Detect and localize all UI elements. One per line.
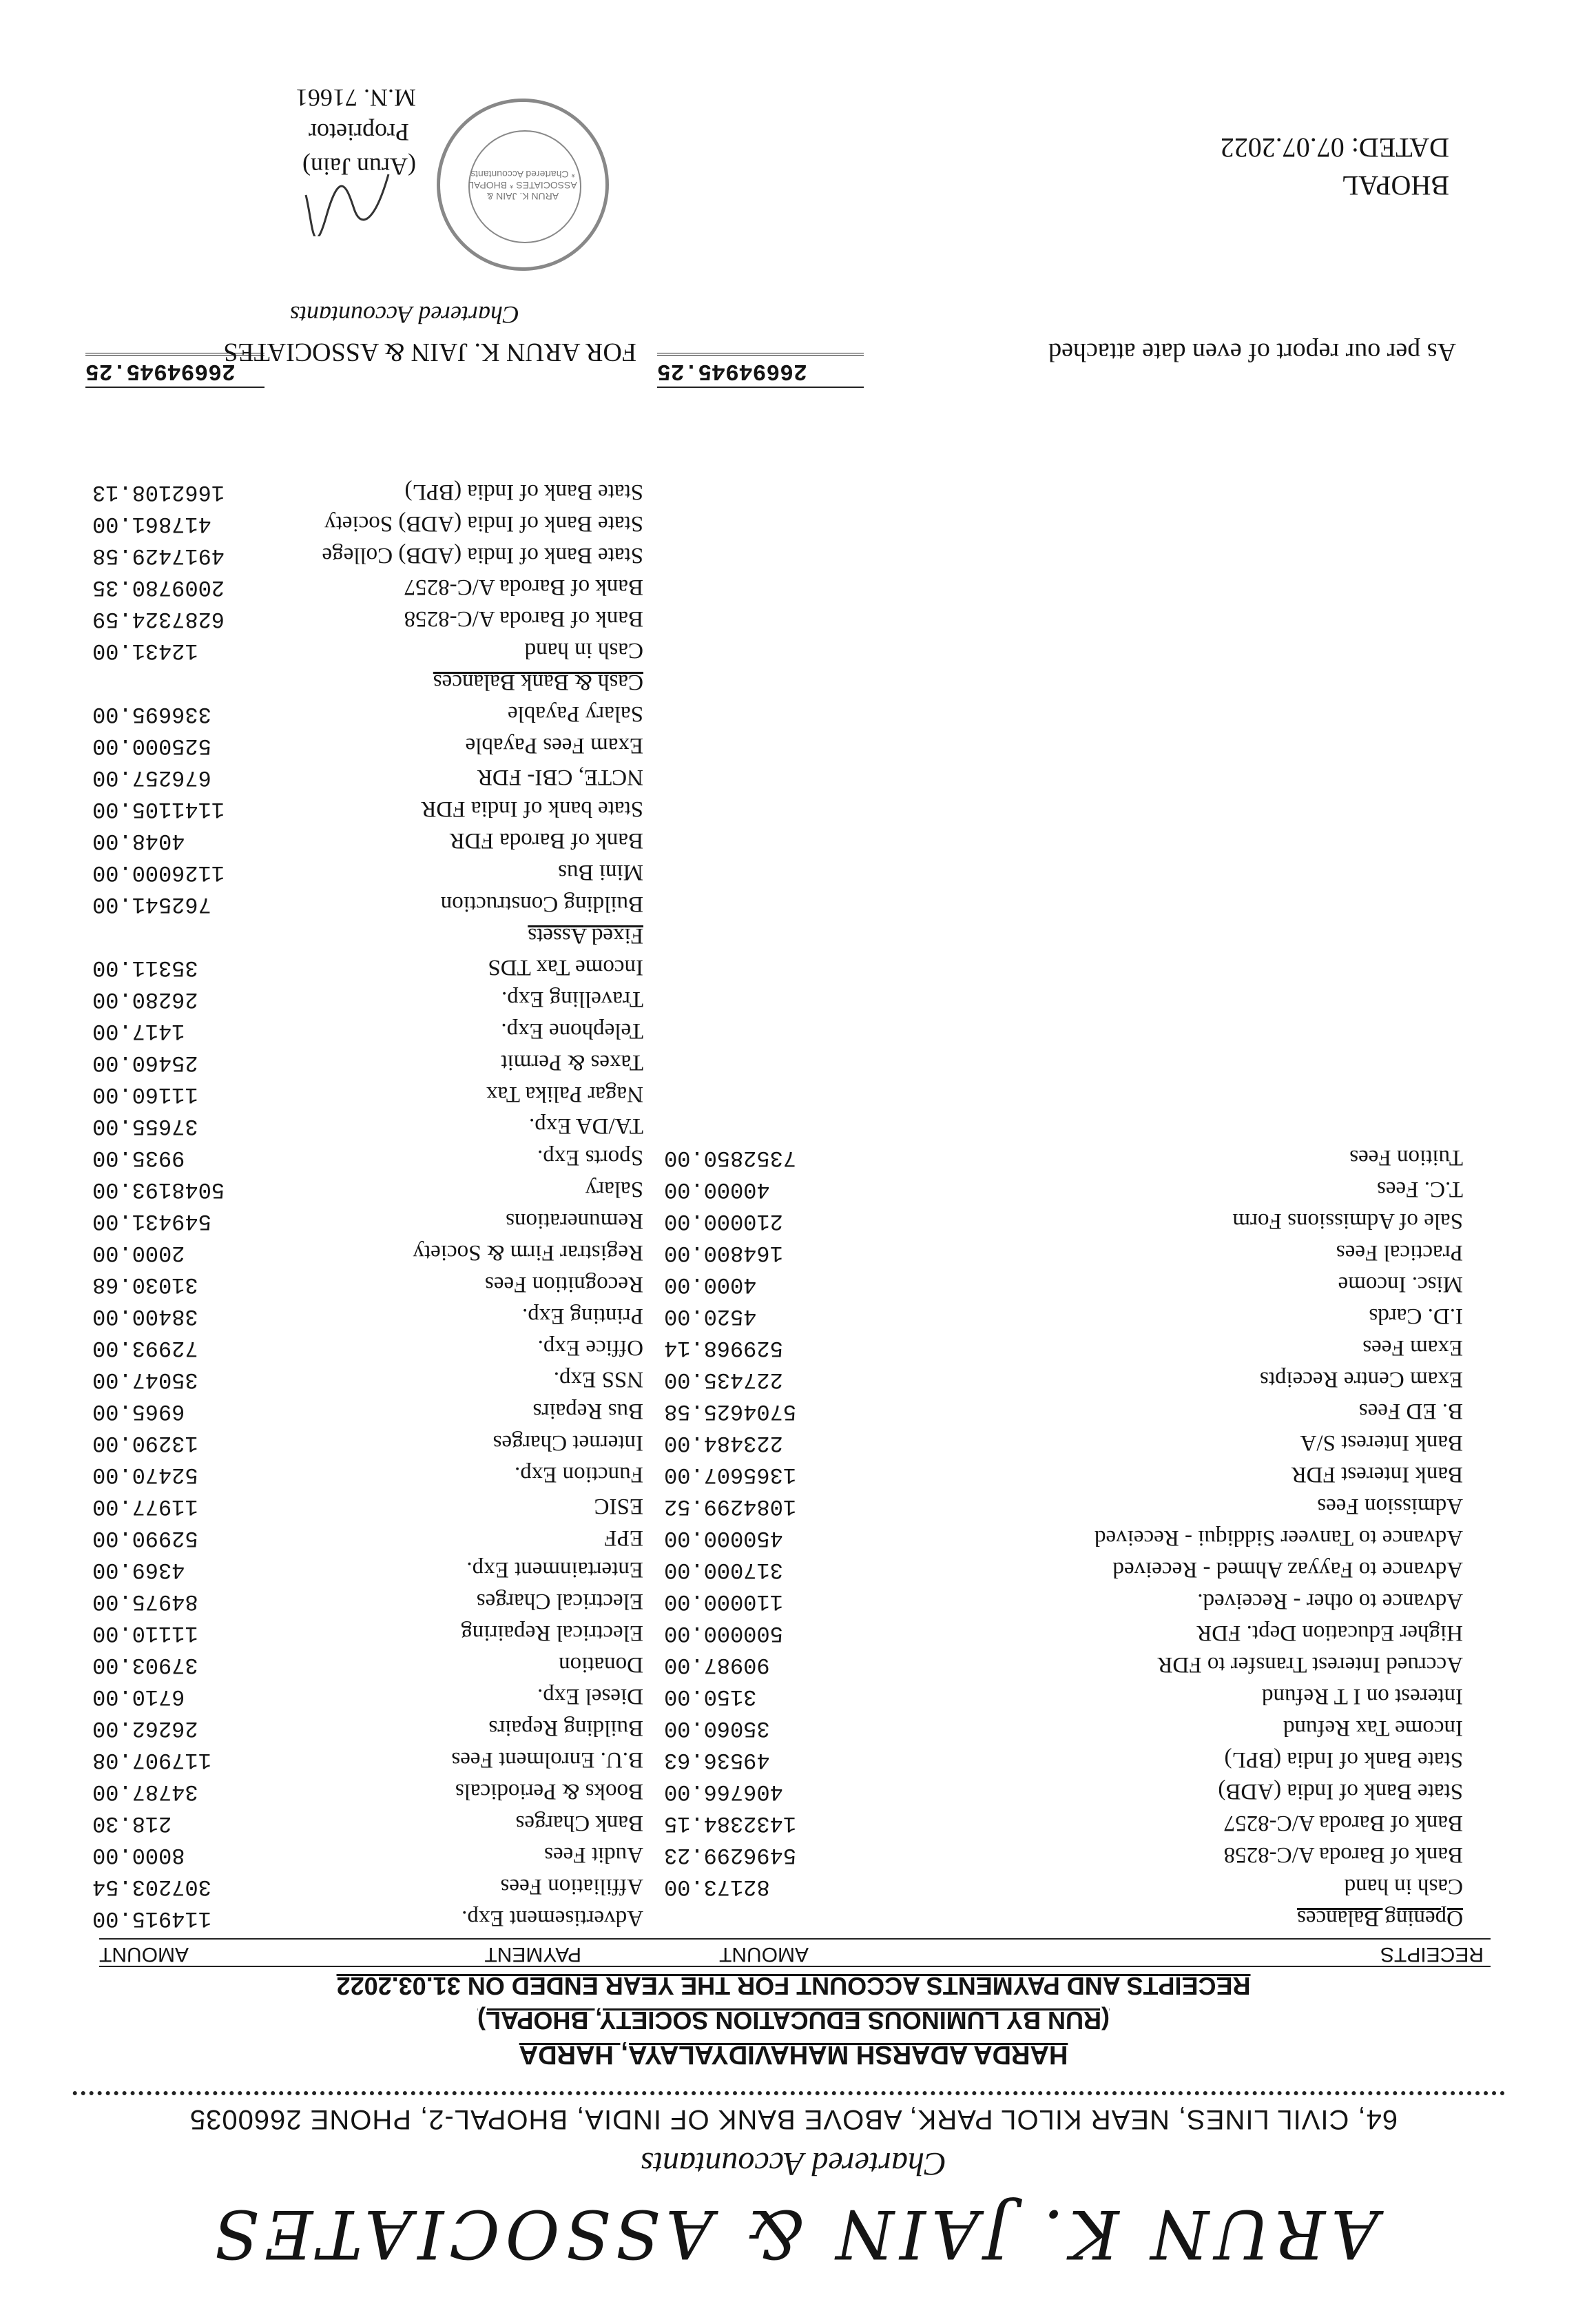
receipt-label: Bank of Baroda A/C-8258 (1223, 1842, 1463, 1867)
receipt-label: Exam Fees (1362, 1335, 1463, 1360)
receipt-label: Advance to Fayyaz Ahmed - Received (1112, 1557, 1463, 1582)
payment-amount: 52990.00 (92, 1525, 198, 1551)
receipt-amount: 1365607.00 (664, 1462, 797, 1488)
receipts-amounts (664, 1142, 857, 1934)
receipts-total: 26694945.25 (657, 353, 864, 388)
receipt-amount: 529968.14 (664, 1335, 783, 1361)
receipt-label: Tuition Fees (1349, 1145, 1463, 1170)
payment-amount: 35311.00 (92, 955, 198, 980)
firm-address: 64, CIVIL LINES, NEAR KILOL PARK, ABOVE BANK OF INDIA, BHOPAL-2, PHONE 2660035 (189, 2104, 1398, 2135)
payment-label: Bank of Baroda FDR (449, 828, 643, 853)
receipt-amount: 164800.00 (664, 1240, 783, 1266)
payment-label: Electrical Charges (476, 1589, 643, 1614)
receipt-amount: 1084299.52 (664, 1494, 797, 1519)
payment-amount: 5048193.00 (92, 1177, 225, 1202)
payment-amount: 417861.00 (92, 511, 211, 537)
firm-name: ARUN K. JAIN & ASSOCIATES (208, 2195, 1379, 2272)
receipt-amount: 7352850.00 (664, 1145, 797, 1171)
payment-label: Sports Exp. (537, 1145, 643, 1170)
stamp-text: ARUN K. JAIN & ASSOCIATES * BHOPAL * Chartered Accountants (468, 169, 577, 202)
receipt-amount: 210000.00 (664, 1209, 783, 1234)
receipt-amount: 40000.00 (664, 1177, 770, 1202)
payment-label: Building Construction (440, 892, 643, 916)
receipt-amount: 90987.00 (664, 1652, 770, 1678)
payment-amount: 1141105.00 (92, 796, 225, 822)
for-firm: FOR ARUN K. JAIN & ASSOCIATES (223, 338, 636, 367)
receipt-amount: 317000.00 (664, 1557, 783, 1583)
table-header-rule (99, 1938, 1491, 1940)
payment-amount: 72993.00 (92, 1335, 198, 1361)
payment-amount: 2009780.35 (92, 575, 225, 600)
payment-label: TA/DA Exp. (528, 1113, 643, 1138)
receipt-amount: 4000.00 (664, 1272, 757, 1297)
membership-number: M.N. 71661 (295, 84, 416, 112)
payment-amount: 676257.00 (92, 765, 211, 790)
payment-label: ESIC (594, 1494, 643, 1519)
payment-amount: 4048.00 (92, 828, 185, 854)
firm-stamp (437, 99, 609, 271)
payment-label: Electrical Repairing (461, 1621, 643, 1645)
receipt-amount: 5704625.58 (664, 1399, 797, 1424)
receipt-amount: 450000.00 (664, 1525, 783, 1551)
payment-label: Mini Bus (558, 860, 643, 885)
receipt-amount: 223484.00 (664, 1430, 783, 1456)
payment-column-header: PAYMENT (484, 1943, 581, 1966)
payment-amount: 6287324.59 (92, 606, 225, 632)
receipt-label: State Bank of India (BPL) (1224, 1747, 1463, 1772)
dated: DATED: 07.07.2022 (1220, 132, 1449, 163)
payment-label: Telephone Exp. (501, 1018, 643, 1043)
payment-label: State Bank of India (BPL) (404, 480, 643, 504)
payment-amount: 26262.00 (92, 1716, 198, 1741)
firm-role: Chartered Accountants (290, 301, 519, 329)
payment-amount: 12431.00 (92, 638, 198, 664)
payment-amount (92, 920, 258, 952)
payment-amount: 34787.00 (92, 1779, 198, 1804)
payment-amount: 38400.00 (92, 1304, 198, 1329)
receipt-amount: 500000.00 (664, 1621, 783, 1646)
payment-amount: 336695.00 (92, 701, 211, 727)
receipt-amount: 82173.00 (664, 1874, 770, 1900)
receipt-label: Opening Balances (1296, 1906, 1463, 1931)
receipts-labels (857, 1142, 1463, 1934)
payment-amount: 11977.00 (92, 1494, 198, 1519)
payment-amount: 6965.00 (92, 1399, 185, 1424)
payment-label: State bank of India FDR (421, 796, 643, 821)
firm-subtitle: Chartered Accountants (641, 2146, 946, 2182)
receipt-amount: 3150.00 (664, 1684, 757, 1709)
payment-amount: 762541.00 (92, 892, 211, 917)
receipt-label: Bank of Baroda A/C-8257 (1223, 1811, 1463, 1835)
payment-label: Travelling Exp. (501, 987, 643, 1011)
payment-amount: 549431.00 (92, 1209, 211, 1234)
receipt-amount: 5496299.23 (664, 1842, 797, 1868)
payment-label: Cash & Bank Balances (433, 670, 643, 695)
payment-label: Nagar Palika Tax (486, 1082, 643, 1107)
receipt-label: Income Tax Refund (1283, 1716, 1463, 1740)
receipt-amount: 4520.00 (664, 1304, 757, 1329)
payment-amount: 25460.00 (92, 1050, 198, 1076)
payment-label: Affiliation Fees (500, 1874, 643, 1899)
payments-amount-header: AMOUNT (99, 1943, 189, 1966)
payment-label: Bank Charges (515, 1811, 643, 1835)
payment-amount: 35047.00 (92, 1367, 198, 1392)
payment-amount: 26280.00 (92, 987, 198, 1012)
receipt-amount: 35060.00 (664, 1716, 770, 1741)
receipt-label: Interest on I T Refund (1261, 1684, 1463, 1709)
receipt-label: Bank Interest S/A (1300, 1430, 1463, 1455)
payment-amount: 11110.00 (92, 1621, 198, 1646)
payment-label: Diesel Exp. (537, 1684, 643, 1709)
receipt-label: State Bank of India (ADB) (1218, 1779, 1463, 1804)
payment-label: Advertisement Exp. (461, 1906, 643, 1931)
payment-label: Cash in hand (524, 638, 643, 663)
organization-run-by: (RUN BY LUMINOUS EDUCATION SOCIETY, BHOPAL) (477, 2006, 1110, 2035)
payment-amount: 307203.54 (92, 1874, 211, 1900)
receipt-label: Misc. Income (1338, 1272, 1463, 1297)
payment-label: Internet Charges (492, 1430, 643, 1455)
payment-amount: 31030.68 (92, 1272, 198, 1297)
receipt-label: Bank Interest FDR (1291, 1462, 1463, 1487)
payment-label: Books & Periodicals (455, 1779, 643, 1804)
payment-amount: 218.30 (92, 1811, 172, 1836)
payment-label: Bank of Baroda A/C-8257 (404, 575, 643, 599)
receipt-label: Advance to Tanveer Siddiqui - Received (1095, 1525, 1463, 1550)
place: BHOPAL (1341, 170, 1449, 201)
payment-label: Salary Payable (507, 701, 643, 726)
receipt-label: Accrued Interest Transfer to FDR (1157, 1652, 1463, 1677)
payment-label: Office Exp. (537, 1335, 643, 1360)
receipt-label: I.D. Cards (1369, 1304, 1463, 1328)
payment-label: Remunerations (506, 1209, 643, 1233)
payment-label: State Bank of India (ADB) College (322, 543, 643, 568)
receipt-label: Exam Centre Receipts (1259, 1367, 1463, 1392)
payment-amount: 117907.08 (92, 1747, 211, 1773)
payment-amount: 37655.00 (92, 1113, 198, 1139)
dotted-divider (72, 2091, 1504, 2095)
payment-label: EPF (604, 1525, 643, 1550)
payment-amount: 11160.00 (92, 1082, 198, 1107)
payment-amount: 525000.00 (92, 733, 211, 759)
payment-label: Recognition Fees (484, 1272, 643, 1297)
receipt-amount: 227435.00 (664, 1367, 783, 1392)
payment-label: Exam Fees Payable (465, 733, 643, 758)
table-top-rule (99, 1966, 1491, 1967)
payment-label: Building Repairs (488, 1716, 643, 1740)
report-title: RECEIPTS AND PAYMENTS ACCOUNT FOR THE YEAR ENDED ON 31.03.2022 (336, 1972, 1251, 2000)
payment-amount: 6710.00 (92, 1684, 185, 1709)
payment-amount: 9935.00 (92, 1145, 185, 1171)
payment-label: Entertainment Exp. (466, 1557, 643, 1582)
payment-amount (92, 666, 258, 698)
payment-label: State Bank of India (ADB) Society (324, 511, 643, 536)
report-note: As per our report of even date attached (1048, 338, 1456, 367)
receipt-amount (664, 1902, 857, 1934)
receipt-amount: 110000.00 (664, 1589, 783, 1614)
payment-amount: 1126000.00 (92, 860, 225, 885)
payment-label: Donation (559, 1652, 643, 1677)
receipt-label: Sale of Admissions Form (1232, 1209, 1463, 1233)
payment-label: Income Tax TDS (488, 955, 643, 980)
receipts-amount-header: AMOUNT (719, 1943, 809, 1966)
receipt-label: Advance to other - Received. (1197, 1589, 1463, 1614)
payment-amount: 1417.00 (92, 1018, 185, 1044)
payment-label: NSS Exp. (553, 1367, 643, 1392)
payment-label: Bus Repairs (532, 1399, 643, 1423)
payment-label: Registrar Firm & Society (413, 1240, 643, 1265)
signatory-name: (Arun Jain) (302, 153, 416, 181)
payment-amount: 84975.00 (92, 1589, 198, 1614)
payment-label: Salary (585, 1177, 643, 1202)
receipts-column-header: RECEIPTS (1380, 1943, 1484, 1966)
payment-amount: 4369.00 (92, 1557, 185, 1583)
payment-label: Audit Fees (544, 1842, 643, 1867)
payment-amount: 4917429.58 (92, 543, 225, 568)
payment-amount: 13290.00 (92, 1430, 198, 1456)
payment-label: Taxes & Permit (501, 1050, 643, 1075)
payment-amount: 8000.00 (92, 1842, 185, 1868)
payment-amount: 52470.00 (92, 1462, 198, 1488)
payment-label: Fixed Assets (528, 923, 643, 948)
payments-labels (258, 476, 643, 1934)
receipt-amount: 1432384.15 (664, 1811, 797, 1836)
receipt-label: Cash in hand (1344, 1874, 1463, 1899)
receipt-amount: 49536.63 (664, 1747, 770, 1773)
payment-label: Function Exp. (515, 1462, 643, 1487)
payments-total: 26694945.25 (85, 353, 264, 388)
receipt-label: T.C. Fees (1377, 1177, 1463, 1202)
payment-label: B.U. Enrolment Fees (451, 1747, 643, 1772)
receipt-label: Higher Education Dept. FDR (1196, 1621, 1463, 1645)
payment-amount: 37903.00 (92, 1652, 198, 1678)
payment-label: Printing Exp. (521, 1304, 643, 1328)
payments-amounts (92, 476, 258, 1934)
receipt-label: B. ED Fees (1358, 1399, 1463, 1423)
payment-label: NCTE, CBI- FDR (477, 765, 643, 790)
payment-amount: 1662108.13 (92, 480, 225, 505)
payment-amount: 114915.00 (92, 1906, 211, 1931)
payment-label: Bank of Baroda A/C-8258 (404, 606, 643, 631)
receipt-label: Practical Fees (1336, 1240, 1463, 1265)
receipt-label: Admission Fees (1317, 1494, 1463, 1519)
payment-amount: 2000.00 (92, 1240, 185, 1266)
receipt-amount: 406766.00 (664, 1779, 783, 1804)
signatory-designation: Proprietor (309, 119, 409, 146)
organization-name: HARDA ADARSH MAHAVIDYALAYA, HARDA (519, 2040, 1068, 2069)
